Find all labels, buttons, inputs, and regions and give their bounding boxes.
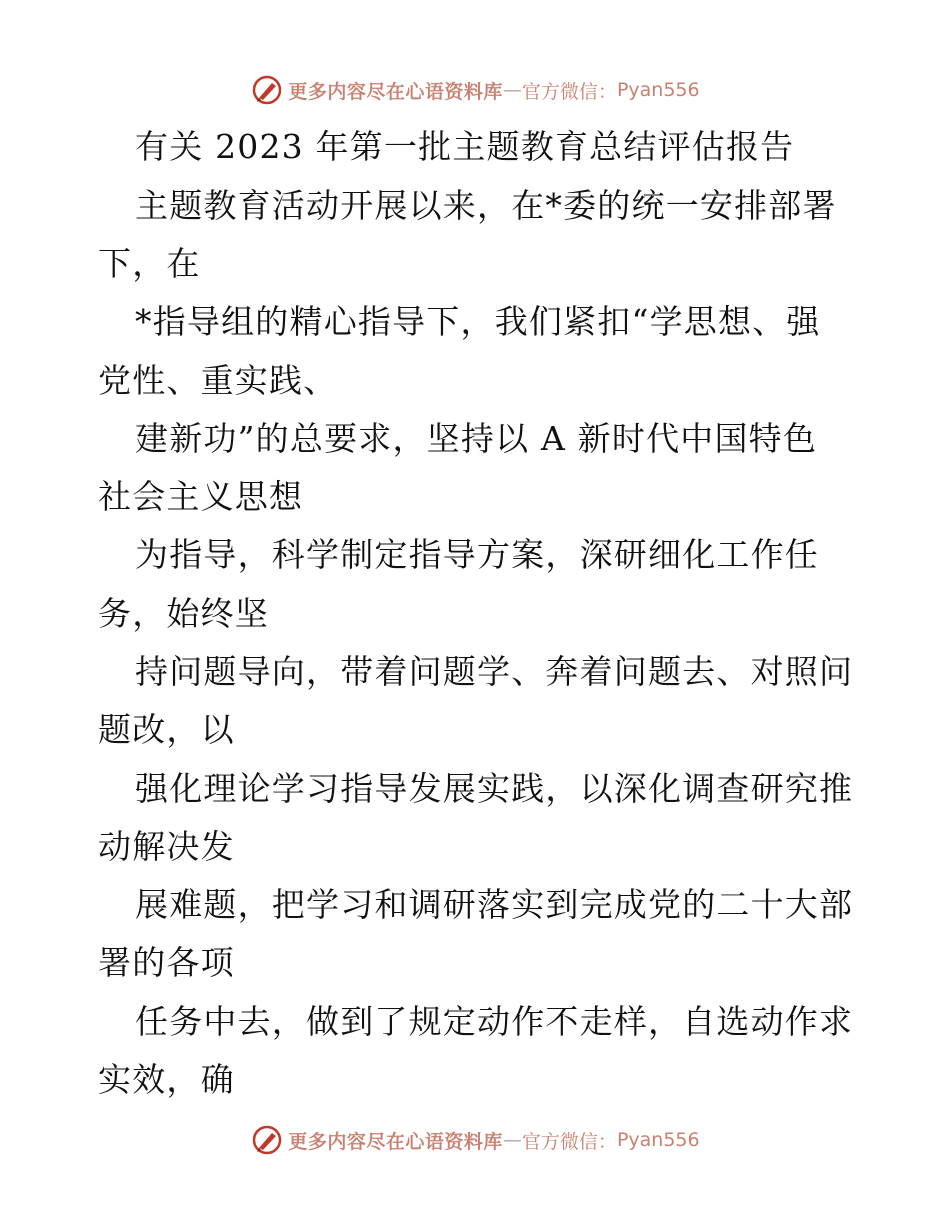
paragraph-line: 动解决发 <box>98 827 235 866</box>
watermark-wechat-id: Pyan556 <box>616 1129 700 1151</box>
paragraph-line: 题改，以 <box>98 710 235 749</box>
pen-logo-icon <box>250 73 284 107</box>
paragraph-line: 任务中去，做到了规定动作不走样，自选动作求 <box>135 1002 854 1041</box>
paragraph-line: 强化理论学习指导发展实践，以深化调查研究推 <box>135 769 854 808</box>
watermark-wechat-id: Pyan556 <box>616 79 700 101</box>
watermark-official-label: 官方微信： <box>521 1130 617 1153</box>
paragraph-line: 为指导，科学制定指导方案，深研细化工作任 <box>135 535 819 574</box>
watermark-brand: 更多内容尽在心语资料库 <box>288 1130 503 1153</box>
paragraph-line: 建新功”的总要求，坚持以 A 新时代中国特色 <box>135 419 818 458</box>
paragraph-line: 党性、重实践、 <box>98 361 338 400</box>
watermark-footer <box>0 1120 950 1160</box>
paragraph-line: 社会主义思想 <box>98 477 304 516</box>
paragraph-line: 展难题，把学习和调研落实到完成党的二十大部 <box>135 885 854 924</box>
watermark-dash: — <box>502 1129 522 1151</box>
paragraph-line: 署的各项 <box>98 943 235 982</box>
paragraph-line: 持问题导向，带着问题学、奔着问题去、对照问 <box>135 652 854 691</box>
watermark-dash: — <box>502 79 522 101</box>
paragraph-line: 下，在 <box>98 244 201 283</box>
watermark-header <box>0 70 950 110</box>
document-title: 有关 2023 年第一批主题教育总结评估报告 <box>135 127 795 166</box>
pen-logo-icon <box>250 1123 284 1157</box>
paragraph-line: 主题教育活动开展以来，在*委的统一安排部署 <box>135 186 837 225</box>
paragraph-line: *指导组的精心指导下，我们紧扣“学思想、强 <box>135 302 821 341</box>
paragraph-line: 务，始终坚 <box>98 594 269 633</box>
paragraph-line: 实效，确 <box>98 1060 235 1099</box>
watermark-official-label: 官方微信： <box>521 80 617 103</box>
watermark-brand: 更多内容尽在心语资料库 <box>288 80 503 103</box>
